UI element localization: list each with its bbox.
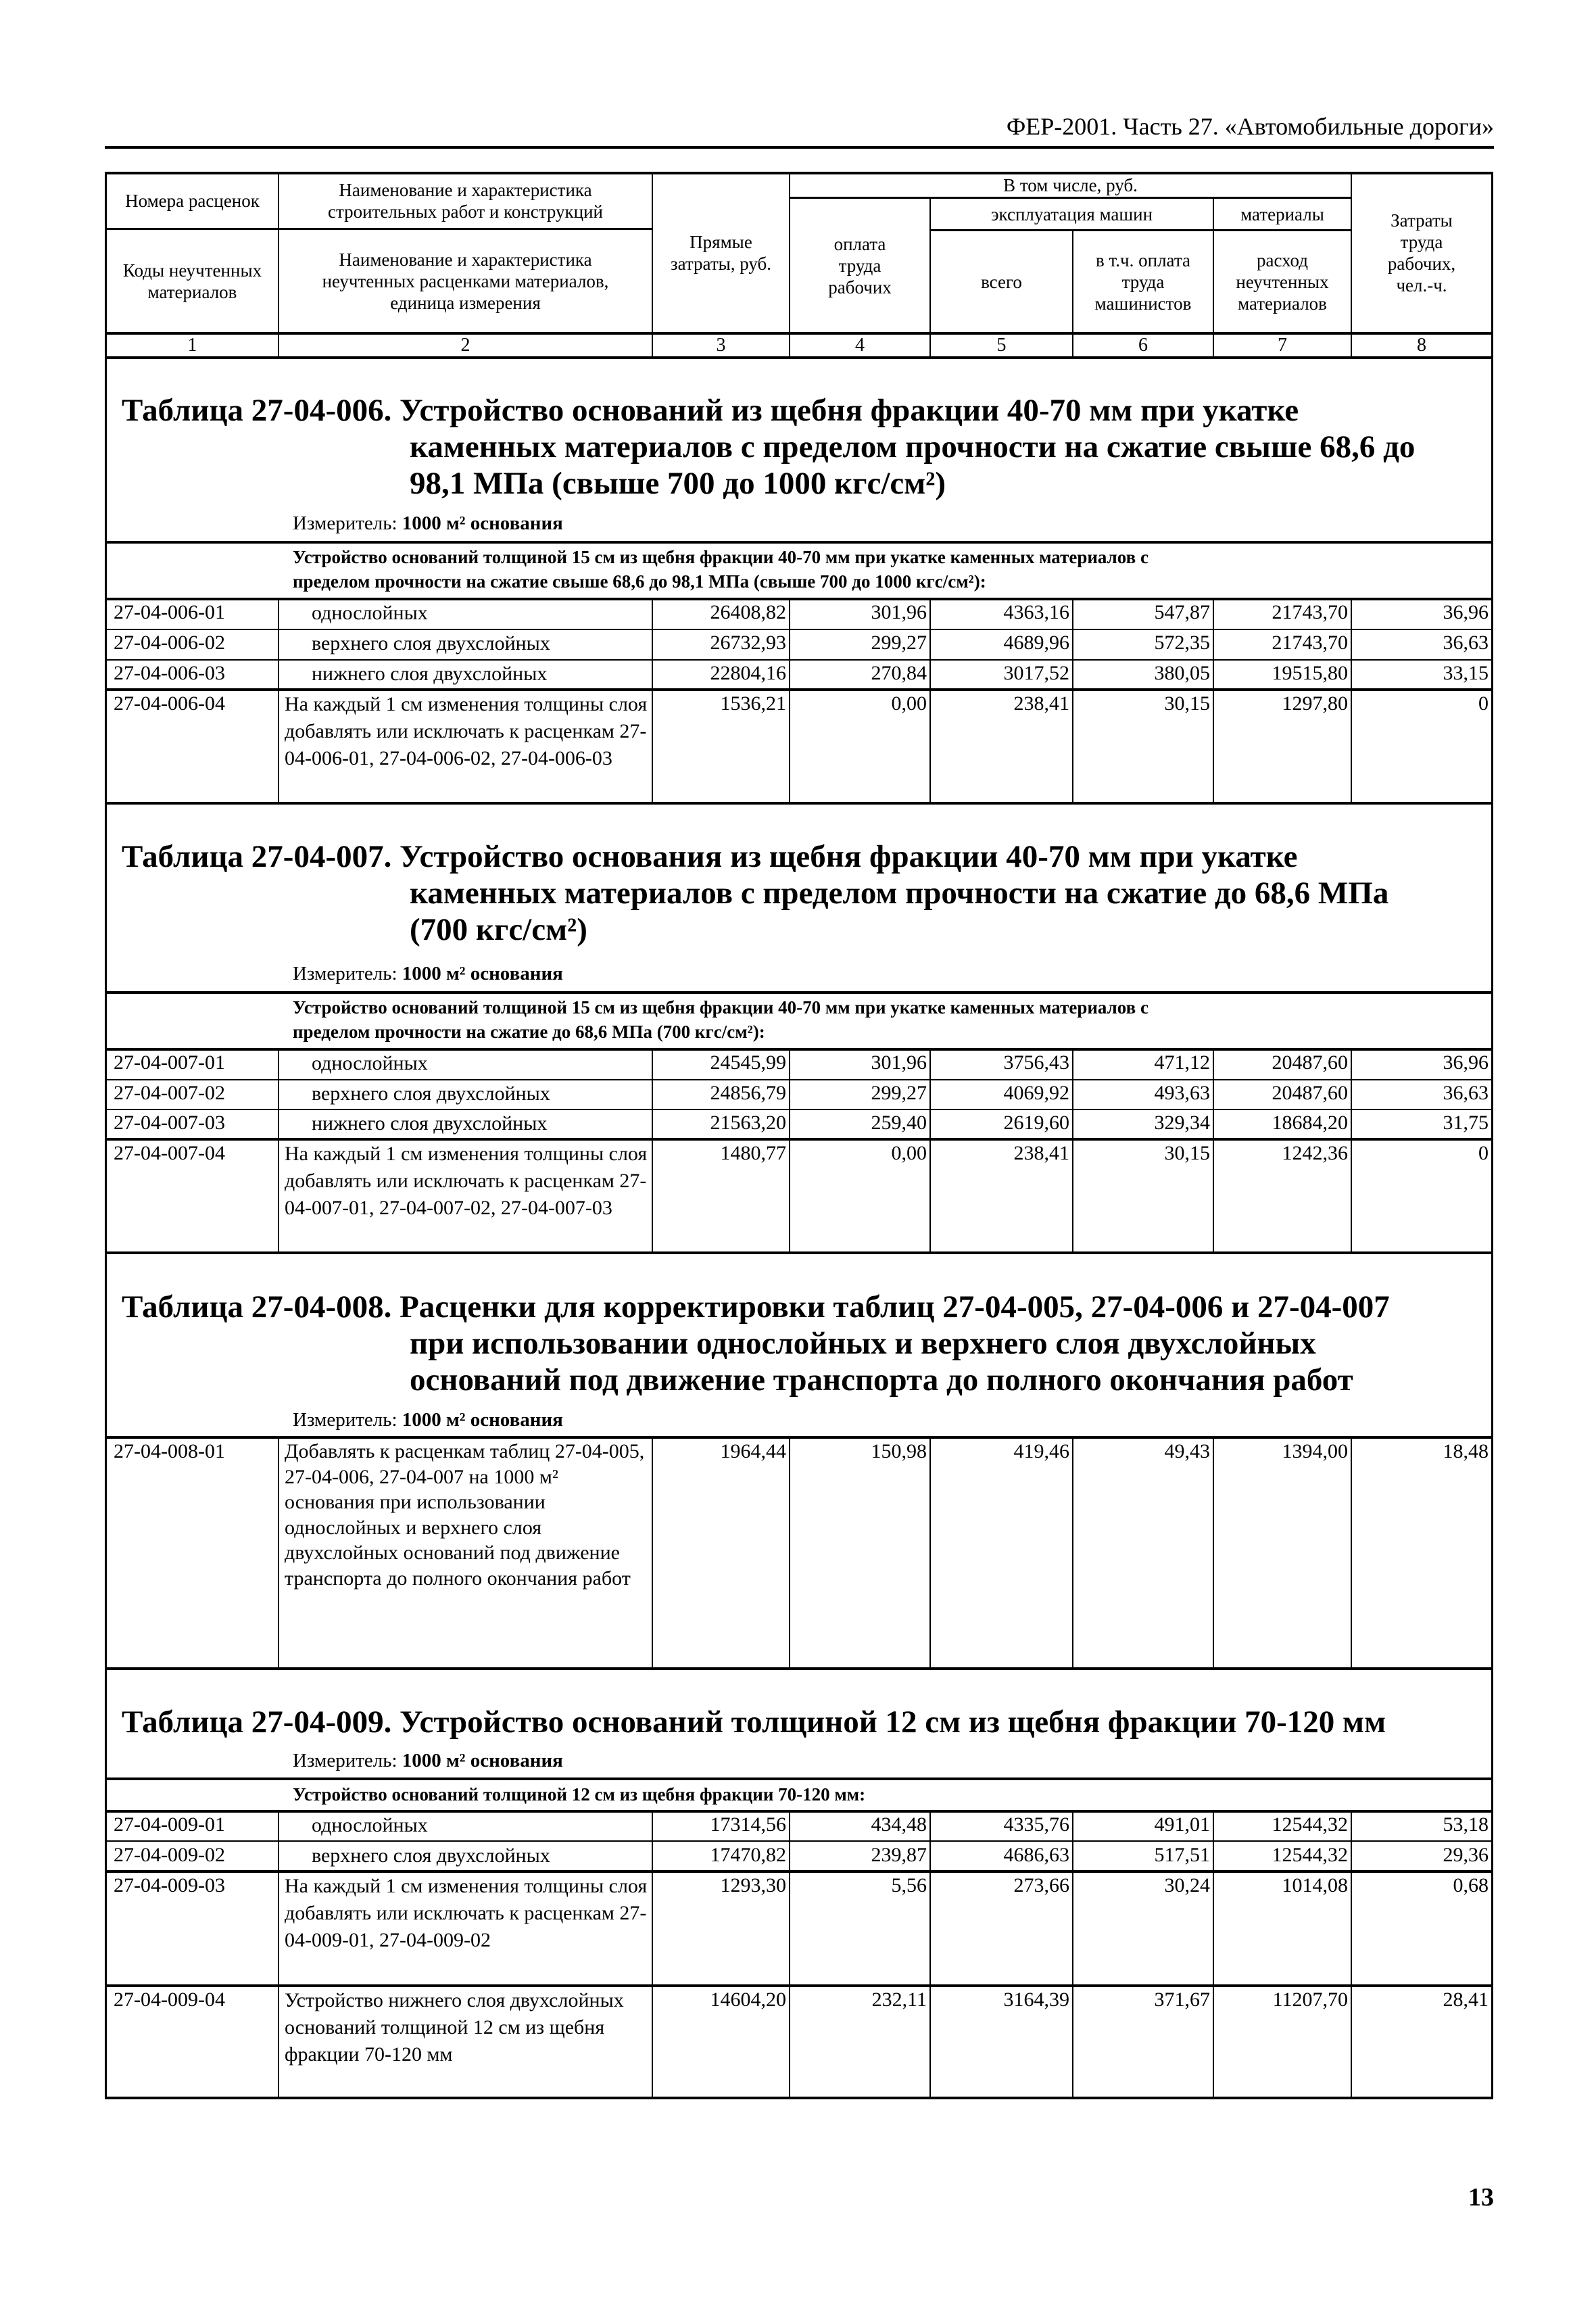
machinist-pay: 471,12 xyxy=(1154,1051,1210,1074)
rate-description: верхнего слоя двухслойных xyxy=(312,632,550,654)
labor-hours: 31,75 xyxy=(1443,1112,1489,1134)
rate-code: 27-04-007-04 xyxy=(114,1142,225,1164)
machine-total: 4363,16 xyxy=(1003,601,1069,623)
labor-hours: 28,41 xyxy=(1443,1988,1489,2011)
materials-cost: 12544,32 xyxy=(1272,1813,1348,1836)
header-machine-total: всего xyxy=(981,271,1022,292)
rate-code: 27-04-007-01 xyxy=(114,1051,225,1074)
rate-description: нижнего слоя двухслойных xyxy=(312,1112,548,1135)
rate-description: На каждый 1 см изменения толщины слоя добавлять или исключать к расценкам 27-04-007-01, 27-04-007-02, 27-04-007-03 xyxy=(285,1143,648,1219)
divider xyxy=(105,1251,1493,1254)
divider xyxy=(105,1840,1493,1842)
direct-costs: 22804,16 xyxy=(710,662,786,684)
machinist-pay: 547,87 xyxy=(1154,601,1210,623)
direct-costs: 21563,20 xyxy=(710,1112,786,1134)
column-number: 1 xyxy=(187,334,197,356)
rate-description: верхнего слоя двухслойных xyxy=(312,1844,550,1867)
labor-pay: 239,87 xyxy=(871,1844,927,1866)
column-number: 8 xyxy=(1417,334,1426,356)
machine-total: 4335,76 xyxy=(1003,1813,1069,1836)
machine-total: 3756,43 xyxy=(1003,1051,1069,1074)
rate-code: 27-04-007-02 xyxy=(114,1082,225,1104)
labor-pay: 259,40 xyxy=(871,1112,927,1134)
header-rate-numbers: Номера расценок xyxy=(125,190,260,211)
divider xyxy=(105,541,1493,544)
labor-pay: 0,00 xyxy=(891,1142,927,1164)
direct-costs: 17314,56 xyxy=(710,1813,786,1836)
header-rule xyxy=(105,146,1494,149)
direct-costs: 26732,93 xyxy=(710,631,786,654)
rate-description: Добавлять к расценкам таблиц 27-04-005, 27-04-006, 27-04-007 на 1000 м² основания при использовании однослойных и верхнего слоя двухслойных оснований под движение транспорта до полного окончания работ xyxy=(285,1440,645,1590)
rate-code: 27-04-009-04 xyxy=(114,1988,225,2011)
machinist-pay: 493,63 xyxy=(1154,1082,1210,1104)
divider xyxy=(105,356,1493,359)
materials-cost: 19515,80 xyxy=(1272,662,1348,684)
direct-costs: 1536,21 xyxy=(720,692,786,715)
machine-total: 273,66 xyxy=(1013,1874,1069,1896)
rate-description: однослойных xyxy=(312,602,428,624)
direct-costs: 24545,99 xyxy=(710,1051,786,1074)
labor-pay: 232,11 xyxy=(871,1988,927,2011)
machinist-pay: 491,01 xyxy=(1154,1813,1210,1836)
divider xyxy=(105,1777,1493,1780)
rate-description: однослойных xyxy=(312,1814,428,1836)
labor-hours: 36,63 xyxy=(1443,1082,1489,1104)
labor-hours: 0 xyxy=(1478,1142,1489,1164)
rate-description: верхнего слоя двухслойных xyxy=(312,1082,550,1105)
divider xyxy=(1213,1436,1214,1667)
machinist-pay: 30,24 xyxy=(1164,1874,1210,1896)
rate-code: 27-04-007-03 xyxy=(114,1112,225,1134)
machine-total: 3017,52 xyxy=(1003,662,1069,684)
materials-cost: 12544,32 xyxy=(1272,1844,1348,1866)
materials-cost: 20487,60 xyxy=(1272,1082,1348,1104)
column-number: 7 xyxy=(1278,334,1287,356)
machine-total: 3164,39 xyxy=(1003,1988,1069,2011)
divider xyxy=(105,1667,1493,1670)
materials-cost: 1394,00 xyxy=(1282,1440,1348,1462)
divider xyxy=(1351,1436,1352,1667)
labor-hours: 36,96 xyxy=(1443,601,1489,623)
header-direct-costs: Прямые затраты, руб. xyxy=(670,231,772,274)
machinist-pay: 329,34 xyxy=(1154,1112,1210,1134)
group-heading: Устройство оснований толщиной 15 см из щебня фракции 40-70 мм при укатке каменных материалов с пределом прочности на сжатие до 68,6 МПа (700 кгс/см²): xyxy=(293,997,1148,1042)
machine-total: 238,41 xyxy=(1013,1142,1069,1164)
labor-hours: 33,15 xyxy=(1443,662,1489,684)
divider xyxy=(652,1436,653,1667)
labor-pay: 301,96 xyxy=(871,601,927,623)
machine-total: 238,41 xyxy=(1013,692,1069,715)
machinist-pay: 30,15 xyxy=(1164,692,1210,715)
machine-total: 2619,60 xyxy=(1003,1112,1069,1134)
header-machinist-pay: в т.ч. оплата труда машинистов xyxy=(1094,249,1192,314)
labor-pay: 270,84 xyxy=(871,662,927,684)
machinist-pay: 517,51 xyxy=(1154,1844,1210,1866)
labor-pay: 299,27 xyxy=(871,1082,927,1104)
divider xyxy=(105,991,1493,994)
direct-costs: 17470,82 xyxy=(710,1844,786,1866)
machinist-pay: 371,67 xyxy=(1154,1988,1210,2011)
header-labor-pay: оплата труда рабочих xyxy=(828,233,892,297)
materials-cost: 11207,70 xyxy=(1272,1988,1348,2011)
measure-unit: Измеритель: 1000 м² основания xyxy=(293,1750,563,1771)
column-number: 2 xyxy=(460,334,470,356)
divider xyxy=(1072,1436,1073,1667)
table-title-008: Таблица 27-04-008. Расценки для корректировки таблиц 27-04-005, 27-04-006 и 27-04-007 при использовании однослойных и верхнего слоя двухслойных оснований под движение транспорта до полного окончания работ xyxy=(122,1289,1390,1398)
measure-unit: Измеритель: 1000 м² основания xyxy=(293,512,563,534)
header-machine-operation: эксплуатация машин xyxy=(990,204,1153,224)
rate-description: нижнего слоя двухслойных xyxy=(312,663,548,685)
rate-code: 27-04-009-01 xyxy=(114,1813,225,1836)
labor-pay: 299,27 xyxy=(871,631,927,654)
rate-code: 27-04-009-02 xyxy=(114,1844,225,1866)
rate-code: 27-04-006-02 xyxy=(114,631,225,654)
machinist-pay: 380,05 xyxy=(1154,662,1210,684)
materials-cost: 20487,60 xyxy=(1272,1051,1348,1074)
divider xyxy=(789,1436,790,1667)
materials-cost: 21743,70 xyxy=(1272,601,1348,623)
direct-costs: 26408,82 xyxy=(710,601,786,623)
measure-unit: Измеритель: 1000 м² основания xyxy=(293,963,563,984)
header-material-name: Наименование и характеристика неучтенных расценками материалов, единица измерения xyxy=(322,249,609,313)
materials-cost: 1297,80 xyxy=(1282,692,1348,715)
table-title-009: Таблица 27-04-009. Устройство оснований толщиной 12 см из щебня фракции 70-120 мм xyxy=(122,1704,1386,1740)
labor-hours: 18,48 xyxy=(1443,1440,1489,1462)
divider xyxy=(929,1436,931,1667)
labor-pay: 0,00 xyxy=(891,692,927,715)
materials-cost: 21743,70 xyxy=(1272,631,1348,654)
column-number: 4 xyxy=(855,334,865,356)
labor-hours: 53,18 xyxy=(1443,1813,1489,1836)
machine-total: 4069,92 xyxy=(1003,1082,1069,1104)
column-number: 5 xyxy=(996,334,1007,356)
rate-code: 27-04-009-03 xyxy=(114,1874,225,1896)
materials-cost: 1014,08 xyxy=(1282,1874,1348,1896)
labor-pay: 434,48 xyxy=(871,1813,927,1836)
header-material-codes: Коды неучтенных материалов xyxy=(122,260,262,302)
labor-pay: 301,96 xyxy=(871,1051,927,1074)
divider xyxy=(105,802,1493,805)
table-title-006: Таблица 27-04-006. Устройство оснований из щебня фракции 40-70 мм при укатке каменных материалов с пределом прочности на сжатие свыше 68,6 до 98,1 МПа (свыше 700 до 1000 кгс/см²) xyxy=(122,393,1416,501)
rate-description: На каждый 1 см изменения толщины слоя добавлять или исключать к расценкам 27-04-009-01, 27-04-009-02 xyxy=(285,1875,648,1951)
page-number: 13 xyxy=(1468,2183,1494,2212)
header-labor-hours: Затраты труда рабочих, чел.-ч. xyxy=(1387,210,1456,295)
rate-description: На каждый 1 см изменения толщины слоя добавлять или исключать к расценкам 27-04-006-01, 27-04-006-02, 27-04-006-03 xyxy=(285,693,648,769)
header-including: В том числе, руб. xyxy=(1003,174,1138,195)
direct-costs: 1964,44 xyxy=(720,1440,786,1462)
rate-description: Устройство нижнего слоя двухслойных оснований толщиной 12 см из щебня фракции 70-120 мм xyxy=(285,1989,624,2066)
materials-cost: 1242,36 xyxy=(1282,1142,1348,1164)
direct-costs: 14604,20 xyxy=(710,1988,786,2011)
machine-total: 4686,63 xyxy=(1003,1844,1069,1866)
direct-costs: 1293,30 xyxy=(720,1874,786,1896)
column-number: 3 xyxy=(716,334,726,356)
machine-total: 419,46 xyxy=(1013,1440,1069,1462)
group-heading: Устройство оснований толщиной 15 см из щебня фракции 40-70 мм при укатке каменных материалов с пределом прочности на сжатие свыше 68,6 до 98,1 МПа (свыше 700 до 1000 кгс/см²): xyxy=(293,547,1148,592)
labor-hours: 36,96 xyxy=(1443,1051,1489,1074)
direct-costs: 24856,79 xyxy=(710,1082,786,1104)
labor-hours: 36,63 xyxy=(1443,631,1489,654)
measure-unit: Измеритель: 1000 м² основания xyxy=(293,1409,563,1431)
labor-pay: 150,98 xyxy=(871,1440,927,1462)
rate-code: 27-04-006-01 xyxy=(114,601,225,623)
materials-cost: 18684,20 xyxy=(1272,1112,1348,1134)
machinist-pay: 49,43 xyxy=(1164,1440,1210,1462)
machinist-pay: 30,15 xyxy=(1164,1142,1210,1164)
labor-pay: 5,56 xyxy=(891,1874,927,1896)
divider xyxy=(105,2097,1493,2099)
group-heading: Устройство оснований толщиной 12 см из щебня фракции 70-120 мм: xyxy=(293,1784,866,1805)
labor-hours: 29,36 xyxy=(1443,1844,1489,1866)
machine-total: 4689,96 xyxy=(1003,631,1069,654)
direct-costs: 1480,77 xyxy=(720,1142,786,1164)
machinist-pay: 572,35 xyxy=(1154,631,1210,654)
running-head: ФЕР-2001. Часть 27. «Автомобильные дороги» xyxy=(1006,113,1494,140)
rate-code: 27-04-008-01 xyxy=(114,1440,225,1462)
table-title-007: Таблица 27-04-007. Устройство основания из щебня фракции 40-70 мм при укатке каменных материалов с пределом прочности на сжатие до 68,6 МПа (700 кгс/см²) xyxy=(122,839,1389,947)
column-number: 6 xyxy=(1138,334,1148,356)
rate-code: 27-04-006-04 xyxy=(114,692,225,715)
header-work-name: Наименование и характеристика строительных работ и конструкций xyxy=(327,179,603,222)
labor-hours: 0 xyxy=(1478,692,1489,715)
header-material-consumption: расход неучтенных материалов xyxy=(1236,249,1329,314)
rate-description: однослойных xyxy=(312,1052,428,1074)
labor-hours: 0,68 xyxy=(1453,1874,1489,1896)
rate-code: 27-04-006-03 xyxy=(114,662,225,684)
header-materials: материалы xyxy=(1240,204,1324,224)
